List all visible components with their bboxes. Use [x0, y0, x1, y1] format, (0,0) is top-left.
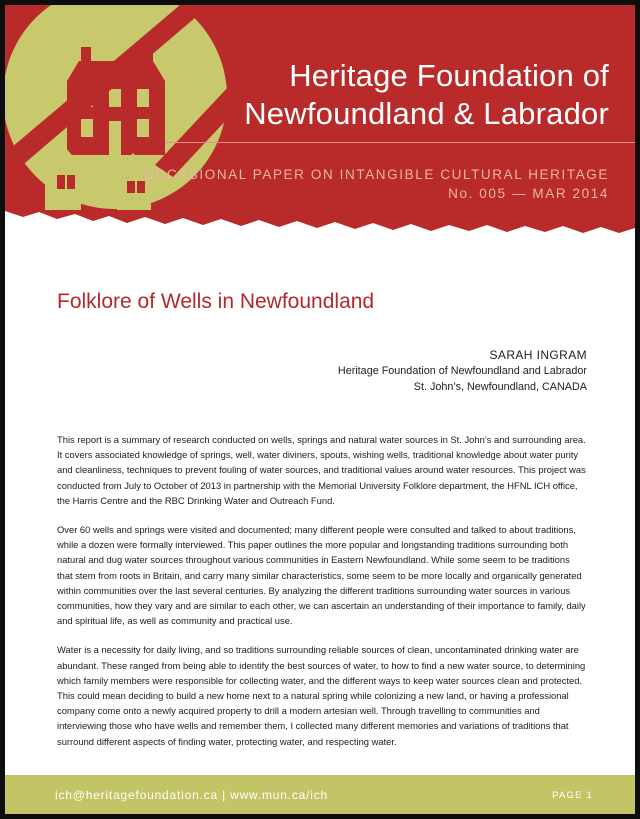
issue-number: No. 005 — MAR 2014 — [448, 186, 609, 201]
author-affiliation: Heritage Foundation of Newfoundland and Labrador — [337, 365, 587, 377]
article-body — [57, 432, 587, 763]
body-paragraph: Water is a necessity for daily living, and so traditions surrounding reliable sources of clean, uncontaminated drinking water are abundant. These ranged from being able to identify the best sources of water, to how to find a new water source, to determining which family members were responsible for collecting water, and the different ways to keep water sources clean and protected. This could mean deciding to build a new home next to a natural spring while colonizing a new land, or having a professional company come onto a newly acquired property to drill a modern artesian well. Through travelling to communities and interviewing those who have wells and remember them, I collected many different memories and variations of traditions that surround different aspects of finding water, protecting water, and respecting water. — [57, 644, 586, 747]
author-block — [338, 347, 587, 395]
author-location: St. John’s, Newfoundland, CANADA — [413, 381, 587, 393]
org-title-line-2: Newfoundland & Labrador — [244, 96, 609, 131]
body-paragraph: This report is a summary of research conducted on wells, springs and natural water sources in St. John’s and surrounding area. It covers associated knowledge of springs, well, water diviners, spouts, wishing wells, traditional knowledge about water purity and cleanliness, techniques to prevent fouling of water sources, and traditional values around water resources. This project was conducted from July to October of 2013 in partnership with the Memorial University Folklore department, the HFNL ICH office, the Harris Centre and the RBC Drinking Water and Outreach Fund. — [57, 434, 586, 506]
series-title: OCCASIONAL PAPER ON INTANGIBLE CULTURAL HERITAGE — [143, 167, 609, 182]
organization-title — [244, 57, 609, 133]
header-divider — [165, 142, 635, 143]
page-footer — [5, 775, 635, 814]
org-title-line-1: Heritage Foundation of — [289, 58, 609, 93]
header-banner — [5, 5, 635, 237]
footer-links[interactable]: ich@heritagefoundation.ca | www.mun.ca/ich — [55, 788, 329, 802]
body-paragraph: Over 60 wells and springs were visited and documented; many different people were consulted and talked to about traditions, while a dozen were formally interviewed. This paper outlines the more popular and longstanding traditions surrounding both natural and dug water sources throughout various communities in Eastern Newfoundland. While some seem to be traditions that stem from roots in Britain, and carry many similar characteristics, some seem to be more locally and organically generated within communities over the last several centuries. By analyzing the different traditions surrounding water sources in various communities, how they vary and are similar to each other, we can ascertain an understanding of their importance to family, daily and spiritual life, as well as community and practical use. — [57, 524, 586, 627]
article-title: Folklore of Wells in Newfoundland — [57, 290, 375, 313]
page-number: PAGE 1 — [552, 790, 593, 801]
series-info — [143, 165, 609, 203]
author-name: SARAH INGRAM — [489, 348, 587, 362]
document-page — [5, 5, 635, 814]
